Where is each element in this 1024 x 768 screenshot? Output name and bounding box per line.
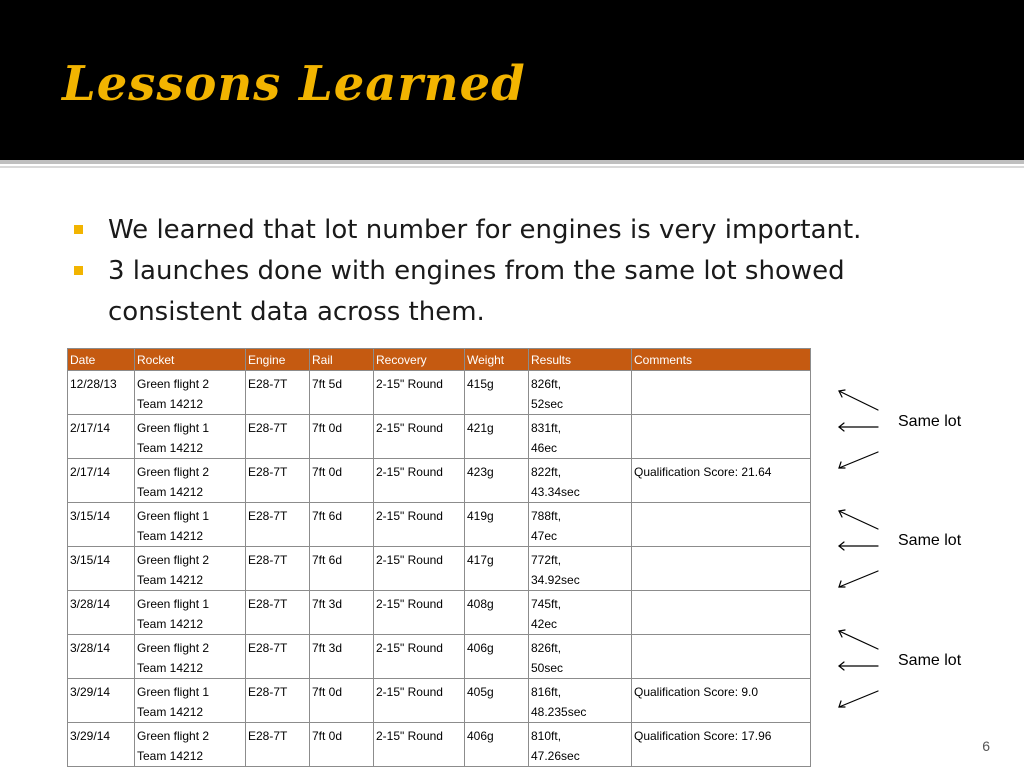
cell-engine: E28-7T bbox=[246, 723, 310, 767]
launch-data-table bbox=[67, 348, 811, 767]
table-row bbox=[68, 679, 811, 723]
team-name: Team 14212 bbox=[137, 397, 204, 411]
rocket-name: Green flight 2 bbox=[137, 729, 210, 743]
table-row bbox=[68, 503, 811, 547]
header-rail: Rail bbox=[310, 349, 374, 371]
cell-recovery: 2-15" Round bbox=[374, 503, 465, 547]
page-number: 6 bbox=[982, 738, 990, 754]
header-rocket: Rocket bbox=[135, 349, 246, 371]
annotation-label: Same lot bbox=[898, 532, 962, 549]
cell-comments bbox=[632, 547, 811, 591]
slide-title: Lessons Learned bbox=[62, 56, 526, 112]
square-bullet-icon bbox=[74, 266, 83, 275]
team-name: Team 14212 bbox=[137, 661, 204, 675]
result-time: 46ec bbox=[531, 441, 558, 455]
rocket-name: Green flight 1 bbox=[137, 509, 210, 523]
cell-rocket bbox=[135, 635, 246, 679]
cell-results bbox=[529, 459, 632, 503]
result-altitude: 831ft, bbox=[531, 421, 562, 435]
cell-recovery: 2-15" Round bbox=[374, 371, 465, 415]
cell-rail: 7ft 0d bbox=[310, 415, 374, 459]
header-weight: Weight bbox=[465, 349, 529, 371]
result-time: 34.92sec bbox=[531, 573, 580, 587]
team-name: Team 14212 bbox=[137, 617, 204, 631]
result-altitude: 788ft, bbox=[531, 509, 562, 523]
cell-date: 2/17/14 bbox=[68, 415, 135, 459]
table-row bbox=[68, 547, 811, 591]
cell-engine: E28-7T bbox=[246, 679, 310, 723]
same-lot-annotation bbox=[830, 505, 980, 585]
table-row bbox=[68, 591, 811, 635]
left-arrows-icon bbox=[830, 505, 890, 591]
cell-rail: 7ft 5d bbox=[310, 371, 374, 415]
cell-results bbox=[529, 679, 632, 723]
result-time: 47.26sec bbox=[531, 749, 580, 763]
result-time: 50sec bbox=[531, 661, 564, 675]
cell-recovery: 2-15" Round bbox=[374, 723, 465, 767]
result-time: 52sec bbox=[531, 397, 564, 411]
cell-date: 3/28/14 bbox=[68, 591, 135, 635]
same-lot-annotation bbox=[830, 625, 980, 705]
left-arrows-icon bbox=[830, 386, 890, 472]
cell-results bbox=[529, 371, 632, 415]
cell-rocket bbox=[135, 723, 246, 767]
rocket-name: Green flight 2 bbox=[137, 553, 210, 567]
result-altitude: 810ft, bbox=[531, 729, 562, 743]
cell-weight: 417g bbox=[465, 547, 529, 591]
cell-results bbox=[529, 635, 632, 679]
result-altitude: 772ft, bbox=[531, 553, 562, 567]
cell-recovery: 2-15" Round bbox=[374, 635, 465, 679]
cell-rocket bbox=[135, 371, 246, 415]
table-row bbox=[68, 415, 811, 459]
cell-date: 3/29/14 bbox=[68, 679, 135, 723]
cell-rocket bbox=[135, 415, 246, 459]
table-row bbox=[68, 723, 811, 767]
result-time: 42ec bbox=[531, 617, 558, 631]
annotation-label: Same lot bbox=[898, 652, 962, 669]
cell-date: 3/29/14 bbox=[68, 723, 135, 767]
cell-comments bbox=[632, 635, 811, 679]
rocket-name: Green flight 1 bbox=[137, 421, 210, 435]
cell-engine: E28-7T bbox=[246, 635, 310, 679]
team-name: Team 14212 bbox=[137, 705, 204, 719]
cell-weight: 419g bbox=[465, 503, 529, 547]
square-bullet-icon bbox=[74, 225, 83, 234]
result-altitude: 826ft, bbox=[531, 377, 562, 391]
cell-comments: Qualification Score: 17.96 bbox=[632, 723, 811, 767]
cell-rocket bbox=[135, 547, 246, 591]
table-row bbox=[68, 635, 811, 679]
team-name: Team 14212 bbox=[137, 485, 204, 499]
rocket-name: Green flight 2 bbox=[137, 465, 210, 479]
result-time: 48.235sec bbox=[531, 705, 587, 719]
team-name: Team 14212 bbox=[137, 749, 204, 763]
title-divider bbox=[0, 160, 1024, 164]
cell-results bbox=[529, 591, 632, 635]
cell-rail: 7ft 3d bbox=[310, 635, 374, 679]
cell-engine: E28-7T bbox=[246, 371, 310, 415]
cell-rocket bbox=[135, 503, 246, 547]
cell-results bbox=[529, 723, 632, 767]
cell-weight: 421g bbox=[465, 415, 529, 459]
rocket-name: Green flight 2 bbox=[137, 641, 210, 655]
bullet-list bbox=[74, 210, 954, 333]
cell-engine: E28-7T bbox=[246, 547, 310, 591]
cell-recovery: 2-15" Round bbox=[374, 547, 465, 591]
cell-rail: 7ft 6d bbox=[310, 547, 374, 591]
cell-rocket bbox=[135, 459, 246, 503]
result-time: 47ec bbox=[531, 529, 558, 543]
cell-rocket bbox=[135, 679, 246, 723]
result-time: 43.34sec bbox=[531, 485, 580, 499]
cell-comments bbox=[632, 371, 811, 415]
table-row bbox=[68, 459, 811, 503]
cell-recovery: 2-15" Round bbox=[374, 679, 465, 723]
bullet-text: 3 launches done with engines from the same lot showed consistent data across them. bbox=[108, 256, 845, 327]
cell-date: 3/15/14 bbox=[68, 547, 135, 591]
header-comments: Comments bbox=[632, 349, 811, 371]
cell-date: 2/17/14 bbox=[68, 459, 135, 503]
header-results: Results bbox=[529, 349, 632, 371]
cell-rail: 7ft 0d bbox=[310, 459, 374, 503]
rocket-name: Green flight 1 bbox=[137, 597, 210, 611]
result-altitude: 822ft, bbox=[531, 465, 562, 479]
left-arrows-icon bbox=[830, 625, 890, 711]
cell-rail: 7ft 6d bbox=[310, 503, 374, 547]
cell-results bbox=[529, 503, 632, 547]
bullet-text: We learned that lot number for engines is very important. bbox=[108, 215, 862, 245]
rocket-name: Green flight 2 bbox=[137, 377, 210, 391]
cell-weight: 406g bbox=[465, 635, 529, 679]
bullet-item bbox=[74, 210, 954, 251]
same-lot-annotation bbox=[830, 386, 980, 466]
team-name: Team 14212 bbox=[137, 441, 204, 455]
cell-comments bbox=[632, 591, 811, 635]
header-date: Date bbox=[68, 349, 135, 371]
cell-engine: E28-7T bbox=[246, 503, 310, 547]
cell-results bbox=[529, 415, 632, 459]
cell-weight: 408g bbox=[465, 591, 529, 635]
result-altitude: 816ft, bbox=[531, 685, 562, 699]
cell-results bbox=[529, 547, 632, 591]
cell-comments: Qualification Score: 9.0 bbox=[632, 679, 811, 723]
cell-weight: 415g bbox=[465, 371, 529, 415]
cell-comments: Qualification Score: 21.64 bbox=[632, 459, 811, 503]
result-altitude: 826ft, bbox=[531, 641, 562, 655]
title-divider-secondary bbox=[0, 166, 1024, 168]
cell-weight: 405g bbox=[465, 679, 529, 723]
cell-rail: 7ft 0d bbox=[310, 679, 374, 723]
table-row bbox=[68, 371, 811, 415]
cell-engine: E28-7T bbox=[246, 459, 310, 503]
annotation-label: Same lot bbox=[898, 413, 962, 430]
result-altitude: 745ft, bbox=[531, 597, 562, 611]
cell-rail: 7ft 0d bbox=[310, 723, 374, 767]
cell-date: 3/28/14 bbox=[68, 635, 135, 679]
header-recovery: Recovery bbox=[374, 349, 465, 371]
cell-recovery: 2-15" Round bbox=[374, 415, 465, 459]
cell-weight: 406g bbox=[465, 723, 529, 767]
cell-comments bbox=[632, 415, 811, 459]
cell-weight: 423g bbox=[465, 459, 529, 503]
cell-comments bbox=[632, 503, 811, 547]
header-engine: Engine bbox=[246, 349, 310, 371]
cell-date: 12/28/13 bbox=[68, 371, 135, 415]
rocket-name: Green flight 1 bbox=[137, 685, 210, 699]
cell-date: 3/15/14 bbox=[68, 503, 135, 547]
cell-rail: 7ft 3d bbox=[310, 591, 374, 635]
cell-recovery: 2-15" Round bbox=[374, 459, 465, 503]
bullet-item bbox=[74, 251, 954, 333]
team-name: Team 14212 bbox=[137, 529, 204, 543]
cell-recovery: 2-15" Round bbox=[374, 591, 465, 635]
team-name: Team 14212 bbox=[137, 573, 204, 587]
cell-engine: E28-7T bbox=[246, 591, 310, 635]
table-header-row bbox=[68, 349, 811, 371]
cell-engine: E28-7T bbox=[246, 415, 310, 459]
cell-rocket bbox=[135, 591, 246, 635]
